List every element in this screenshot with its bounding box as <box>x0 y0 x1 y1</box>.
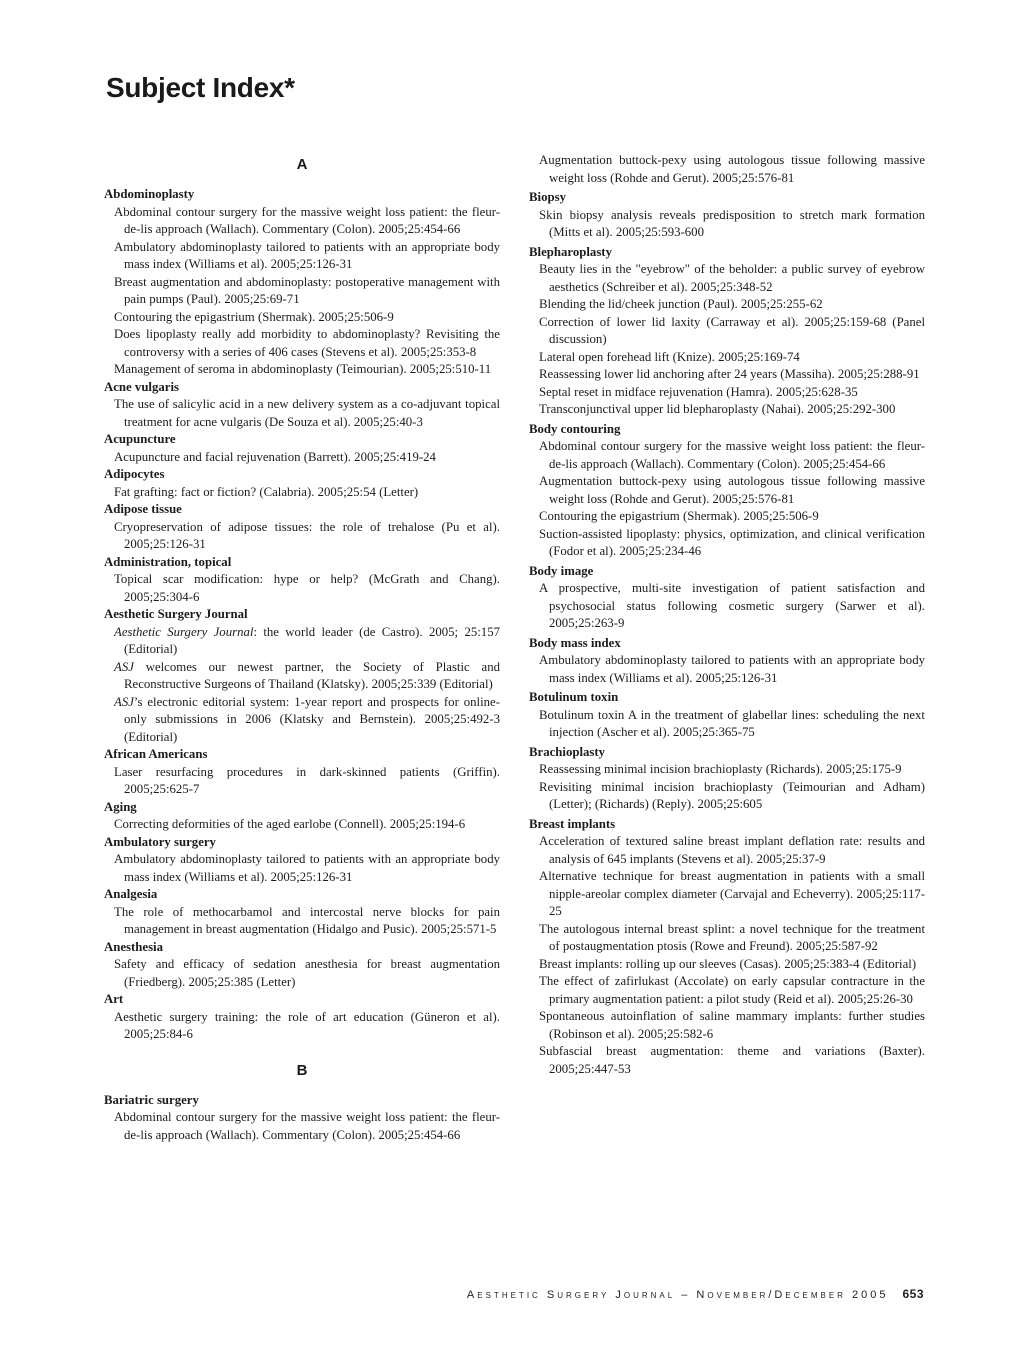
index-entry: Ambulatory abdominoplasty tailored to patients with an appropriate body mass index (Williams et al). 2005;25:126-31 <box>539 653 925 685</box>
index-entry: Spontaneous autoinflation of saline mammary implants: further studies (Robinson et al). 2005;25:582-6 <box>539 1009 925 1041</box>
index-term: Bariatric surgery <box>104 1092 199 1107</box>
index-entry: Septal reset in midface rejuvenation (Hamra). 2005;25:628-35 <box>539 384 858 399</box>
index-entry: Ambulatory abdominoplasty tailored to patients with an appropriate body mass index (Williams et al). 2005;25:126-31 <box>114 852 500 884</box>
index-entry: Blending the lid/cheek junction (Paul). 2005;25:255-62 <box>539 297 823 311</box>
index-term: Acne vulgaris <box>104 379 180 394</box>
index-term: Body contouring <box>529 421 621 436</box>
index-entry: Reassessing lower lid anchoring after 24 years (Massiha). 2005;25:288-91 <box>539 367 920 381</box>
entry-text: welcomes our newest partner, the Society of Plastic and Reconstructive Surgeons of Thailand (Klatsky). 2005;25:339 (Editorial) <box>124 659 500 691</box>
index-entry: Breast implants: rolling up our sleeves (Casas). 2005;25:383-4 (Editorial) <box>539 956 917 971</box>
index-entry: Augmentation buttock-pexy using autologous tissue following massive weight loss (Rohde and Gerut). 2005;25:576-81 <box>539 474 925 506</box>
index-entry: Transconjunctival upper lid blepharoplasty (Nahai). 2005;25:292-300 <box>539 402 896 416</box>
letter-heading-a: A <box>296 156 308 173</box>
index-entry: Botulinum toxin A in the treatment of glabellar lines: scheduling the next injection (Ascher et al). 2005;25:365-75 <box>539 707 925 739</box>
journal-name: ASJ <box>114 659 134 674</box>
index-term: Abdominoplasty <box>104 187 195 201</box>
index-entry: Lateral open forehead lift (Knize). 2005;25:169-74 <box>539 349 800 364</box>
index-entry <box>104 694 500 747</box>
index-entry: Suction-assisted lipoplasty: physics, optimization, and clinical verification (Fodor et al). 2005;25:234-46 <box>539 526 925 558</box>
index-entry: Acupuncture and facial rejuvenation (Barrett). 2005;25:419-24 <box>114 449 436 464</box>
index-entry: Acceleration of textured saline breast implant deflation rate: results and analysis of 645 implants (Stevens et al). 2005;25:37-9 <box>539 834 925 866</box>
index-entry: The use of salicylic acid in a new delivery system as a co-adjuvant topical treatment for acne vulgaris (De Souza et al). 2005;25:40-3 <box>114 397 500 429</box>
index-term: Biopsy <box>529 190 566 204</box>
index-entry: Ambulatory abdominoplasty tailored to patients with an appropriate body mass index (Williams et al). 2005;25:126-31 <box>114 239 500 271</box>
index-entry: Laser resurfacing procedures in dark-skinned patients (Griffin). 2005;25:625-7 <box>114 764 500 796</box>
index-entry: Augmentation buttock-pexy using autologous tissue following massive weight loss (Rohde and Gerut). 2005;25:576-81 <box>539 153 925 185</box>
index-term: Aesthetic Surgery Journal <box>104 607 248 621</box>
journal-name: ASJ <box>114 694 134 709</box>
index-entry: Fat grafting: fact or fiction? (Calabria). 2005;25:54 (Letter) <box>114 484 419 499</box>
index-term: Brachioplasty <box>529 744 606 759</box>
index-entry: Aesthetic surgery training: the role of art education (Güneron et al). 2005;25:84-6 <box>114 1009 500 1041</box>
index-entry: Subfascial breast augmentation: theme and variations (Baxter). 2005;25:447-53 <box>539 1044 925 1076</box>
index-term: Blepharoplasty <box>529 244 612 259</box>
index-entry: Breast augmentation and abdominoplasty: postoperative management with pain pumps (Paul). 2005;25:69-71 <box>114 274 500 306</box>
index-entry: Contouring the epigastrium (Shermak). 2005;25:506-9 <box>114 309 394 324</box>
index-entry: A prospective, multi-site investigation of patient satisfaction and psychosocial status following cosmetic surgery (Sarwer et al). 2005;25:263-9 <box>539 581 925 630</box>
entry-text: : the world leader (de Castro). 2005; 25:157 (Editorial) <box>124 624 500 656</box>
index-entry: Skin biopsy analysis reveals predisposition to stretch mark formation (Mitts et al). 2005;25:593-600 <box>539 207 925 239</box>
index-entry: Abdominal contour surgery for the massive weight loss patient: the fleur-de-lis approach (Wallach). Commentary (Colon). 2005;25:454-66 <box>114 1110 500 1142</box>
index-entry: Reassessing minimal incision brachioplasty (Richards). 2005;25:175-9 <box>539 762 902 776</box>
letter-heading-b: B <box>296 1061 308 1079</box>
index-entry: Revisiting minimal incision brachioplasty (Teimourian and Adham) (Letter); (Richards) (Reply). 2005;25:605 <box>539 779 925 811</box>
index-term: Administration, topical <box>104 554 232 569</box>
index-entry: The role of methocarbamol and intercostal nerve blocks for pain management in breast augmentation (Hidalgo and Pusic). 2005;25:571-5 <box>114 904 500 936</box>
index-term: Acupuncture <box>104 432 176 446</box>
index-entry: Topical scar modification: hype or help? (McGrath and Chang). 2005;25:304-6 <box>114 572 500 604</box>
index-entry: The effect of zafirlukast (Accolate) on early capsular contracture in the primary augmentation patient: a pilot study (Reid et al). 2005;25:26-30 <box>539 974 925 1006</box>
page-title: Subject Index* <box>106 72 295 103</box>
index-entry: Beauty lies in the "eyebrow" of the beholder: a public survey of eyebrow aesthetics (Schreiber et al). 2005;25:348-52 <box>539 262 925 294</box>
index-column-right <box>529 152 925 1078</box>
index-term: Botulinum toxin <box>529 690 619 704</box>
page-number: 653 <box>902 1287 924 1301</box>
index-term: Art <box>104 992 124 1006</box>
index-column-left <box>104 152 500 1144</box>
index-term: Ambulatory surgery <box>104 834 216 849</box>
index-term: Anesthesia <box>104 939 164 954</box>
index-term: Analgesia <box>104 887 158 901</box>
index-entry <box>104 659 500 694</box>
index-entry: Abdominal contour surgery for the massive weight loss patient: the fleur-de-lis approach (Wallach). Commentary (Colon). 2005;25:454-66 <box>114 204 500 236</box>
index-entry: Contouring the epigastrium (Shermak). 2005;25:506-9 <box>539 509 819 523</box>
entry-text: ’s electronic editorial system: 1-year report and prospects for online-only submissions in 2006 (Klatsky and Bernstein). 2005;25:492-3 (Editorial) <box>124 694 500 744</box>
index-entry: Alternative technique for breast augmentation in patients with a small nipple-areolar complex diameter (Carvajal and Echeverry). 2005;25:117-25 <box>539 869 925 918</box>
index-term: Breast implants <box>529 816 616 831</box>
index-entry: Does lipoplasty really add morbidity to abdominoplasty? Revisiting the controversy with a series of 406 cases (Stevens et al). 2005;25:353-8 <box>114 327 500 359</box>
index-entry: Correcting deformities of the aged earlobe (Connell). 2005;25:194-6 <box>114 817 466 831</box>
index-term: Body image <box>529 563 594 578</box>
footer-journal: Aesthetic Surgery Journal – November/December 2005 <box>466 1289 889 1301</box>
journal-name: Aesthetic Surgery Journal <box>114 624 254 639</box>
index-entry: Correction of lower lid laxity (Carraway et al). 2005;25:159-68 (Panel discussion) <box>539 314 925 346</box>
page-footer <box>467 1287 924 1301</box>
index-entry: Safety and efficacy of sedation anesthesia for breast augmentation (Friedberg). 2005;25:385 (Letter) <box>114 957 500 989</box>
index-term: Adipocytes <box>104 467 165 481</box>
index-term: Adipose tissue <box>104 502 182 516</box>
index-entry <box>104 624 500 659</box>
index-term: Body mass index <box>529 635 621 650</box>
index-entry: Cryopreservation of adipose tissues: the role of trehalose (Pu et al). 2005;25:126-31 <box>114 519 500 551</box>
index-entry: Management of seroma in abdominoplasty (Teimourian). 2005;25:510-11 <box>114 362 492 376</box>
index-term: African Americans <box>104 747 208 761</box>
index-entry: The autologous internal breast splint: a novel technique for the treatment of postaugmentation ptosis (Rowe and Freund). 2005;25:587-92 <box>539 921 925 953</box>
index-term: Aging <box>104 799 137 814</box>
index-entry: Abdominal contour surgery for the massive weight loss patient: the fleur-de-lis approach (Wallach). Commentary (Colon). 2005;25:454-66 <box>539 439 925 471</box>
